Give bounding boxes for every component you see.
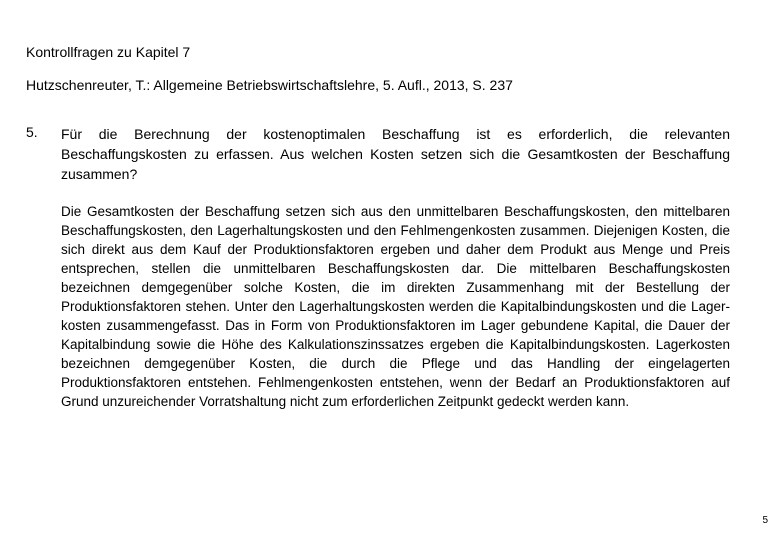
book-reference: Hutzschenreuter, T.: Allgemeine Betriebswirtschaftslehre, 5. Aufl., 2013, S. 237 <box>26 77 513 93</box>
question-text: Für die Berechnung der kostenoptimalen Beschaffung ist es erforderlich, die relevanten Beschaffungskosten zu erfassen. Aus welchen Kosten setzen sich die Gesamtkosten der Beschaffung zusammen? <box>61 126 730 182</box>
answer-text: Die Gesamtkosten der Beschaffung setzen sich aus den unmittelbaren Beschaffungskosten, den mittelbaren Beschaffungskosten, den Lagerhaltungskosten und den Fehlmengenkosten zusammen. Diejenigen Kosten, die sich direkt aus dem Kauf der Produktionsfaktoren ergeben und daher dem Produkt aus Menge und Preis entsprechen, stellen die unmittelbaren Beschaffungskosten dar. Die mittelbaren Beschaffungskosten bezeichnen demgegenüber solche Kosten, die im direkten Zusammenhang mit der Bestellung der Produktionsfaktoren stehen. Unter den Lagerhaltungskosten werden die Kapitalbindungskosten und die Lagerkosten zusammengefasst. Das in Form von Produktionsfaktoren im Lager gebundene Kapital, die Dauer der Kapitalbindung sowie die Höhe des Kalkulationszinssatzes ergeben die Kapitalbindungskosten. Lagerkosten bezeichnen demgegenüber Kosten, die durch die Pflege und das Handling der eingelagerten Produktionsfaktoren entstehen. Fehlmengenkosten entstehen, wenn der Bedarf an Produktionsfaktoren auf Grund unzureichender Vorratshaltung nicht zum erforderlichen Zeitpunkt gedeckt werden kann. <box>61 204 730 409</box>
question-number: 5. <box>26 124 38 140</box>
page-number: 5 <box>762 515 768 526</box>
chapter-title: Kontrollfragen zu Kapitel 7 <box>26 44 191 60</box>
